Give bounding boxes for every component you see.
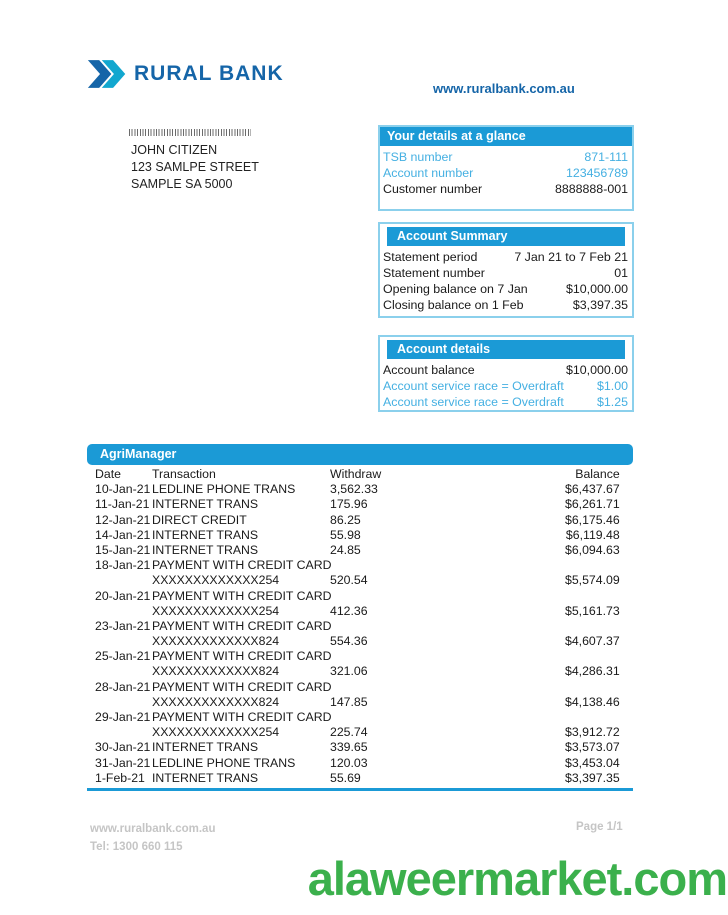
statement-number-label: Statement number [383,266,485,280]
account-balance-label: Account balance [383,363,475,377]
cell-withdraw-spacer [330,649,565,664]
table-bottom-rule [87,788,633,791]
cell-withdraw-spacer [330,619,565,634]
cell-balance-spacer [565,680,640,695]
account-details-rows [380,359,632,410]
cell-date: 29-Jan-21 [95,710,151,724]
cell-withdraw: 412.36 [330,603,368,618]
cell-transaction: INTERNET TRANS [152,770,259,785]
cell-date-spacer [95,695,152,710]
column-header-transaction: Transaction [152,467,216,481]
statement-number-row [380,265,632,281]
cell-date-spacer [95,573,152,588]
cell-withdraw: 3,562.33 [330,482,378,497]
cell-date: 12-Jan-21 [95,512,151,527]
cell-date: 1-Feb-21 [95,770,145,785]
cell-transaction: DIRECT CREDIT [152,512,247,527]
cell-date: 15-Jan-21 [95,542,151,557]
account-number-row [380,165,632,181]
cell-balance-spacer [565,649,640,664]
column-header-date: Date [95,467,121,481]
account-number-label: Account number [383,166,474,180]
account-balance-value: $10,000.00 [565,363,628,377]
statement-period-value: 7 Jan 21 to 7 Feb 21 [514,250,628,264]
column-header-withdraw: Withdraw [330,467,382,481]
cell-balance: $4,286.31 [565,664,620,679]
account-details-box [378,335,634,412]
recipient-name: JOHN CITIZEN [131,143,218,157]
account-summary-title: Account Summary [387,227,625,246]
cell-transaction-detail: XXXXXXXXXXXXX824 [152,664,280,679]
cell-withdraw-spacer [330,558,565,573]
cell-withdraw: 225.74 [330,725,368,740]
cell-transaction: LEDLINE PHONE TRANS [152,755,296,770]
cell-date: 18-Jan-21 [95,558,151,573]
cell-transaction: PAYMENT WITH CREDIT CARD [152,558,332,573]
footer-contact [90,821,215,856]
tsb-number-row [380,149,632,165]
cell-balance-spacer [565,589,640,604]
bank-logo-text: RURAL BANK [134,62,284,85]
cell-transaction: INTERNET TRANS [152,740,259,755]
closing-balance-row [380,297,632,313]
cell-transaction: PAYMENT WITH CREDIT CARD [152,710,332,724]
closing-balance-label: Closing balance on 1 Feb [383,298,524,312]
cell-balance: $3,573.07 [565,740,620,755]
cell-date: 14-Jan-21 [95,527,151,542]
cell-balance: $6,119.48 [565,527,620,542]
customer-number-label: Customer number [383,182,483,196]
cell-date: 30-Jan-21 [95,740,151,755]
account-details-title: Account details [387,340,625,359]
cell-withdraw-spacer [330,589,565,604]
cell-balance: $4,138.46 [565,694,620,709]
footer-website: www.ruralbank.com.au [90,823,216,835]
tsb-number-label: TSB number [383,150,453,164]
transactions-table [87,467,633,786]
cell-date-spacer [95,604,152,619]
details-box-title: Your details at a glance [380,127,632,146]
cell-withdraw-spacer [330,680,565,695]
cell-date: 11-Jan-21 [95,497,150,512]
cell-transaction: INTERNET TRANS [152,527,259,542]
opening-balance-row [380,281,632,297]
cell-date-spacer [95,725,152,740]
watermark-text: alaweermarket.com [307,852,727,905]
cell-balance: $6,094.63 [565,542,620,557]
cell-transaction-detail: XXXXXXXXXXXXX824 [152,634,280,649]
cell-date: 23-Jan-21 [95,618,151,633]
recipient-street: 123 SAMLPE STREET [131,160,259,174]
cell-date: 25-Jan-21 [95,649,151,664]
customer-number-row [380,181,632,197]
cell-withdraw: 120.03 [330,755,368,770]
cell-withdraw: 321.06 [330,664,368,679]
cell-balance: $5,574.09 [565,573,620,588]
cell-transaction-detail: XXXXXXXXXXXXX254 [152,603,280,618]
cell-date: 20-Jan-21 [95,588,151,603]
bank-logo [87,59,284,89]
cell-transaction: PAYMENT WITH CREDIT CARD [152,649,332,664]
recipient-address [131,142,259,193]
cell-transaction: LEDLINE PHONE TRANS [152,482,296,497]
cell-withdraw: 24.85 [330,542,361,557]
cell-withdraw-spacer [330,710,565,725]
service-fee-value-2: $1.25 [596,395,628,409]
cell-withdraw: 55.69 [330,770,361,785]
account-summary-box [378,222,634,318]
service-fee-row-1 [380,378,632,394]
cell-balance-spacer [565,619,640,634]
mail-barcode [129,129,251,136]
account-summary-rows [380,246,632,313]
cell-date-spacer [95,664,152,679]
details-box-rows [380,146,632,197]
cell-withdraw: 175.96 [330,497,368,512]
cell-balance: $4,607.37 [565,634,620,649]
cell-date: 28-Jan-21 [95,679,151,694]
bank-website-link[interactable]: www.ruralbank.com.au [433,81,575,96]
cell-balance-spacer [565,710,640,725]
agrimanager-table-title: AgriManager [87,444,633,465]
cell-balance: $3,912.72 [565,725,620,740]
cell-balance: $6,261.71 [565,497,620,512]
details-at-a-glance-box [378,125,634,211]
cell-date: 31-Jan-21 [95,755,151,770]
closing-balance-value: $3,397.35 [572,298,628,312]
column-header-balance: Balance [575,467,620,481]
cell-balance: $5,161.73 [565,603,620,618]
cell-transaction-detail: XXXXXXXXXXXXX824 [152,694,280,709]
opening-balance-label: Opening balance on 7 Jan [383,282,528,296]
cell-withdraw: 147.85 [330,694,368,709]
cell-withdraw: 339.65 [330,740,368,755]
statement-period-row [380,249,632,265]
cell-transaction: INTERNET TRANS [152,497,259,512]
page-number: Page 1/1 [576,821,623,833]
cell-withdraw: 55.98 [330,527,361,542]
cell-date-spacer [95,634,152,649]
double-chevron-icon [87,59,127,89]
cell-withdraw: 554.36 [330,634,368,649]
service-fee-value-1: $1.00 [596,379,628,393]
cell-transaction: PAYMENT WITH CREDIT CARD [152,588,332,603]
cell-balance: $6,437.67 [565,482,620,497]
cell-transaction-detail: XXXXXXXXXXXXX254 [152,573,280,588]
cell-transaction: PAYMENT WITH CREDIT CARD [152,618,332,633]
cell-transaction-detail: XXXXXXXXXXXXX254 [152,725,280,740]
cell-balance: $3,397.35 [565,770,620,785]
cell-date: 10-Jan-21 [95,482,151,497]
cell-transaction: INTERNET TRANS [152,542,259,557]
service-fee-label-1: Account service race = Overdraft [383,379,564,393]
account-number-value: 123456789 [565,166,628,180]
customer-number-value: 8888888-001 [554,182,628,196]
footer-telephone: Tel: 1300 660 115 [90,840,183,853]
recipient-city: SAMPLE SA 5000 [131,177,233,191]
tsb-number-value: 871-111 [584,150,628,164]
statement-period-label: Statement period [383,250,478,264]
cell-balance-spacer [565,558,640,573]
cell-withdraw: 520.54 [330,573,368,588]
statement-number-value: 01 [614,266,628,280]
cell-balance: $6,175.46 [565,512,620,527]
cell-withdraw: 86.25 [330,512,361,527]
account-balance-row [380,362,632,378]
cell-transaction: PAYMENT WITH CREDIT CARD [152,679,332,694]
cell-balance: $3,453.04 [565,755,620,770]
service-fee-label-2: Account service race = Overdraft [383,395,564,409]
service-fee-row-2 [380,394,632,410]
opening-balance-value: $10,000.00 [565,282,628,296]
